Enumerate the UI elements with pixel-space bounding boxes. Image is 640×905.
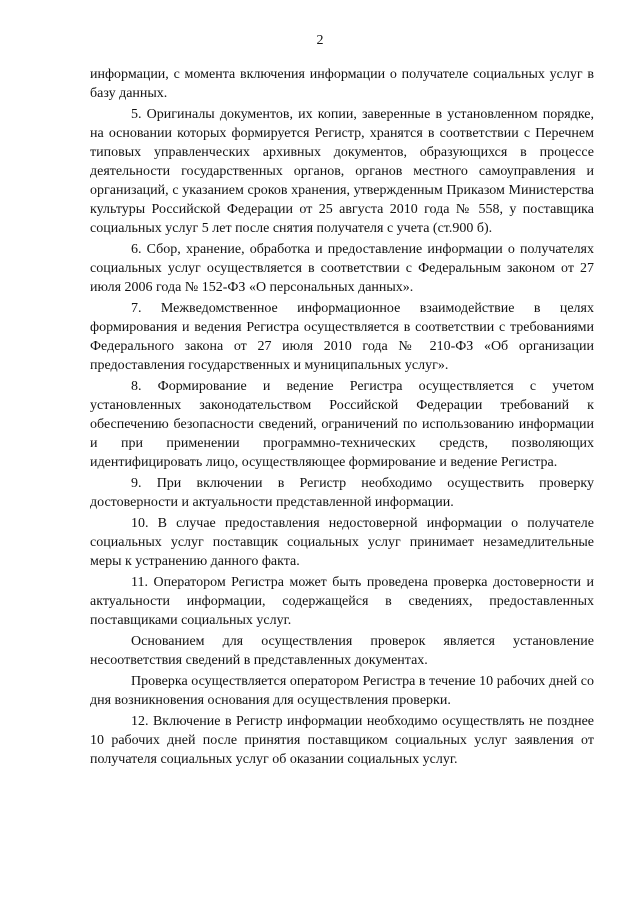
paragraph-item-6: 6. Сбор, хранение, обработка и предоставление информации о получателях социальных услуг осуществляется в соответствии с Федеральным законом от 27 июля 2006 года № 152-ФЗ «О персональных данных». [90,242,594,295]
document-body [90,65,594,771]
paragraph-item-7: 7. Межведомственное информационное взаимодействие в целях формирования и ведения Регистра осуществляется в соответствии с требованиями Федерального закона от 27 июля 2010 года № 210-ФЗ «Об организации предоставления государственных и муниципальных услуг». [90,301,594,373]
paragraph-item-9: 9. При включении в Регистр необходимо осуществить проверку достоверности и актуальности представленной информации. [90,476,594,510]
page-number: 2 [316,33,324,48]
paragraph-verification-grounds: Основанием для осуществления проверок является установление несоответствия сведений в представленных документах. [90,634,594,668]
paragraph-continuation: информации, с момента включения информации о получателе социальных услуг в базу данных. [90,67,594,101]
paragraph-item-11: 11. Оператором Регистра может быть проведена проверка достоверности и актуальности информации, содержащейся в сведениях, предоставленных поставщиками социальных услуг. [90,575,594,628]
paragraph-item-5: 5. Оригиналы документов, их копии, заверенные в установленном порядке, на основании которых формируется Регистр, хранятся в соответствии с Перечнем типовых управленческих архивных документов, образующихся в процессе деятельности государственных органов, органов местного самоуправления и организаций, с указанием сроков хранения, утвержденным Приказом Министерства культуры Российской Федерации от 25 августа 2010 года № 558, у поставщика социальных услуг 5 лет после снятия получателя с учета (ст.900 б). [90,107,594,236]
paragraph-item-10: 10. В случае предоставления недостоверной информации о получателе социальных услуг поставщик социальных услуг принимает незамедлительные меры к устранению данного факта. [90,516,594,569]
paragraph-item-12: 12. Включение в Регистр информации необходимо осуществлять не позднее 10 рабочих дней после принятия поставщиком социальных услуг заявления от получателя социальных услуг об оказании социальных услуг. [90,714,594,767]
paragraph-verification-term: Проверка осуществляется оператором Регистра в течение 10 рабочих дней со дня возникновения основания для осуществления проверки. [90,674,594,708]
paragraph-item-8: 8. Формирование и ведение Регистра осуществляется с учетом установленных законодательством Российской Федерации требований к обеспечению безопасности сведений, ограничений по использованию информации и при применении программно-технических средств, позволяющих идентифицировать лицо, осуществляющее формирование и ведение Регистра. [90,379,594,470]
